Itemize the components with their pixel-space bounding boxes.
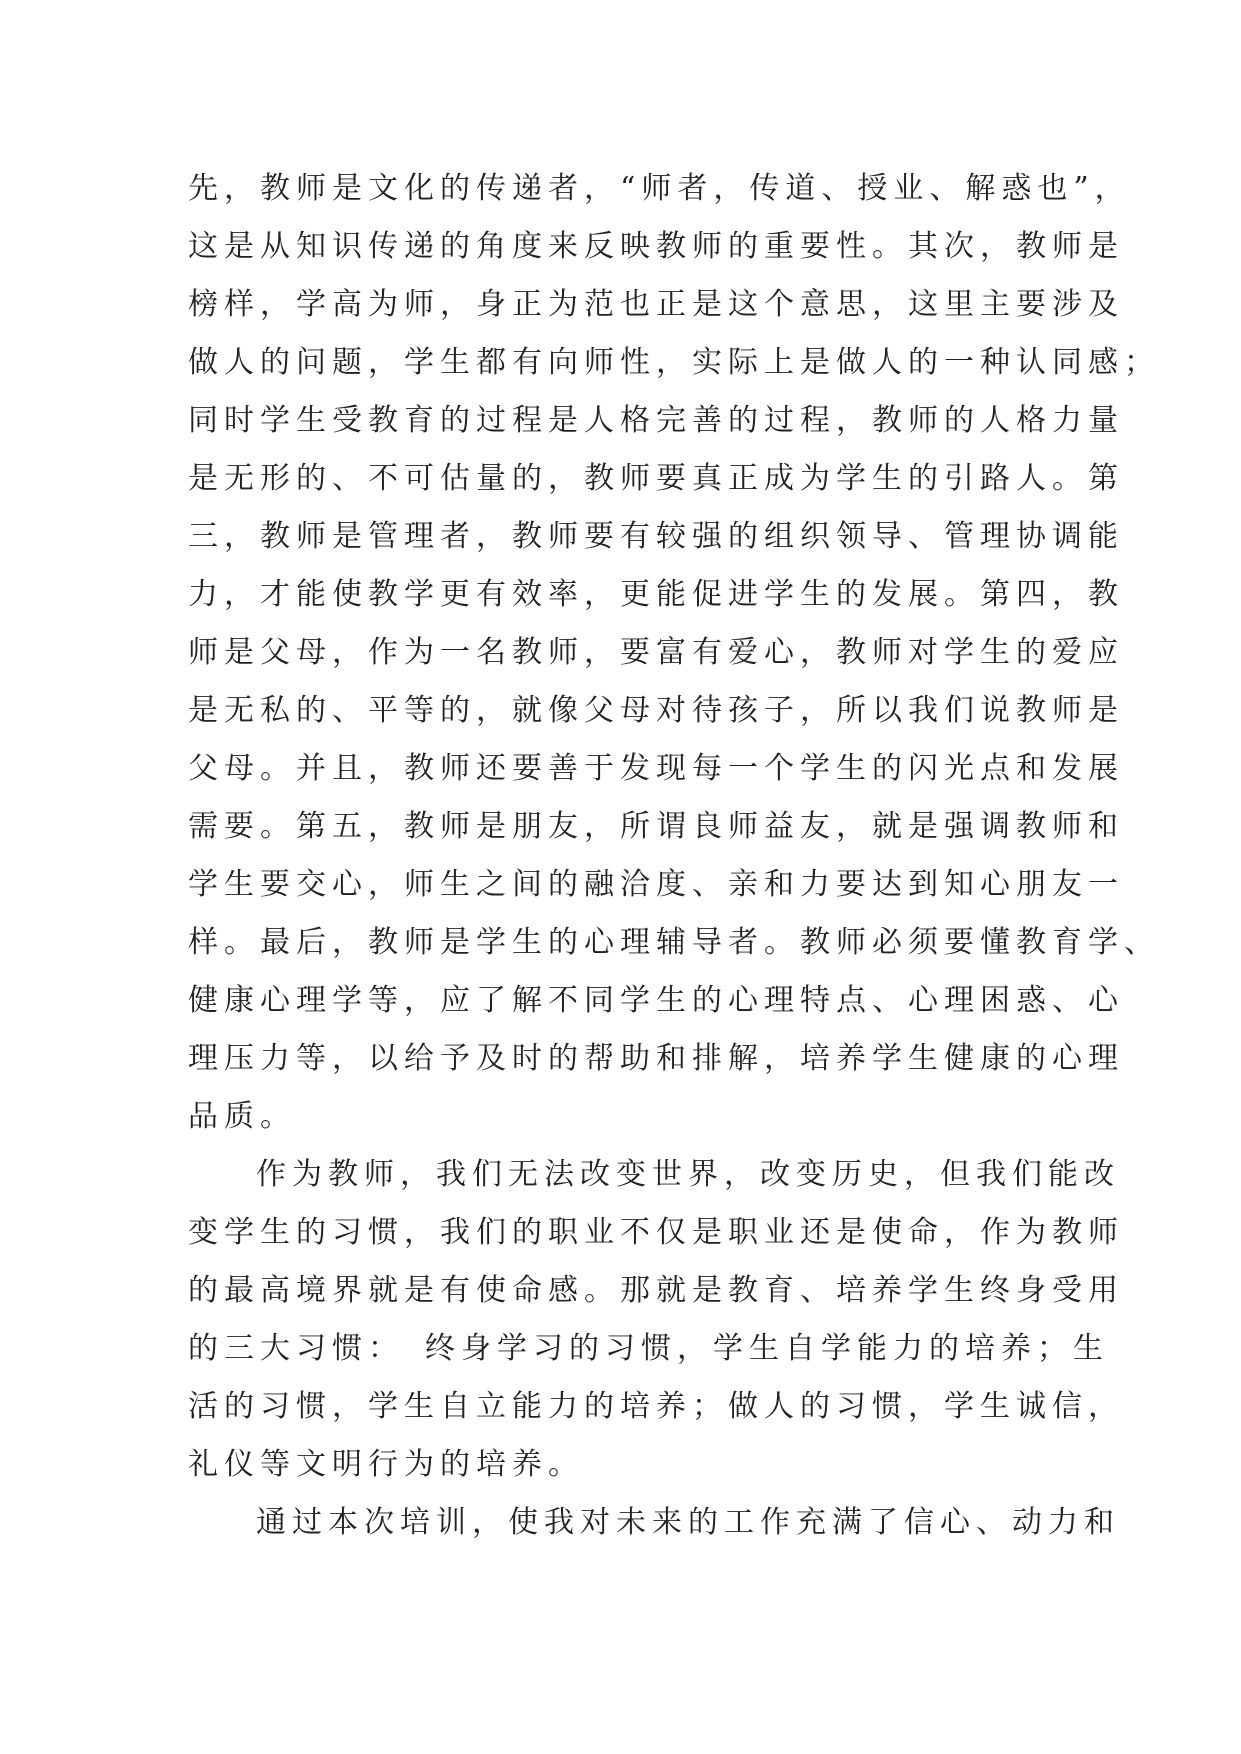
text-line: 活的习惯，学生自立能力的培养；做人的习惯，学生诚信， <box>188 1389 1124 1424</box>
text-line: 学生要交心，师生之间的融洽度、亲和力要达到知心朋友一 <box>188 867 1124 902</box>
paragraph-first-line: 作为教师，我们无法改变世界，改变历史，但我们能改 <box>256 1157 1120 1192</box>
body-text <box>188 160 1160 1552</box>
text-line: 理压力等，以给予及时的帮助和排解，培养学生健康的心理 <box>188 1041 1124 1076</box>
text-line: 样。最后，教师是学生的心理辅导者。教师必须要懂教育学、 <box>188 925 1160 960</box>
text-line: 健康心理学等，应了解不同学生的心理特点、心理困惑、心 <box>188 983 1124 1018</box>
text-line: 是无私的、平等的，就像父母对待孩子，所以我们说教师是 <box>188 693 1124 728</box>
text-line: 三，教师是管理者，教师要有较强的组织领导、管理协调能 <box>188 519 1124 554</box>
text-line: 先，教师是文化的传递者，“师者，传道、授业、解惑也”， <box>188 171 1131 206</box>
text-line: 是无形的、不可估量的，教师要真正成为学生的引路人。第 <box>188 461 1124 496</box>
text-line: 同时学生受教育的过程是人格完善的过程，教师的人格力量 <box>188 403 1124 438</box>
text-line: 做人的问题，学生都有向师性，实际上是做人的一种认同感； <box>188 345 1160 380</box>
text-line: 的三大习惯： 终身学习的习惯，学生自学能力的培养；生 <box>188 1331 1109 1366</box>
text-line: 力，才能使教学更有效率，更能促进学生的发展。第四，教 <box>188 577 1124 612</box>
text-line: 变学生的习惯，我们的职业不仅是职业还是使命，作为教师 <box>188 1215 1124 1250</box>
text-line: 父母。并且，教师还要善于发现每一个学生的闪光点和发展 <box>188 751 1124 786</box>
text-line: 需要。第五，教师是朋友，所谓良师益友，就是强调教师和 <box>188 809 1124 844</box>
text-line: 师是父母，作为一名教师，要富有爱心，教师对学生的爱应 <box>188 635 1124 670</box>
text-line: 这是从知识传递的角度来反映教师的重要性。其次，教师是 <box>188 229 1124 264</box>
text-line: 的最高境界就是有使命感。那就是教育、培养学生终身受用 <box>188 1273 1124 1308</box>
text-line: 榜样，学高为师，身正为范也正是这个意思，这里主要涉及 <box>188 287 1124 322</box>
text-line: 礼仪等文明行为的培养。 <box>188 1447 584 1482</box>
paragraph-first-line: 通过本次培训，使我对未来的工作充满了信心、动力和 <box>256 1505 1120 1540</box>
text-line: 品质。 <box>188 1099 296 1134</box>
